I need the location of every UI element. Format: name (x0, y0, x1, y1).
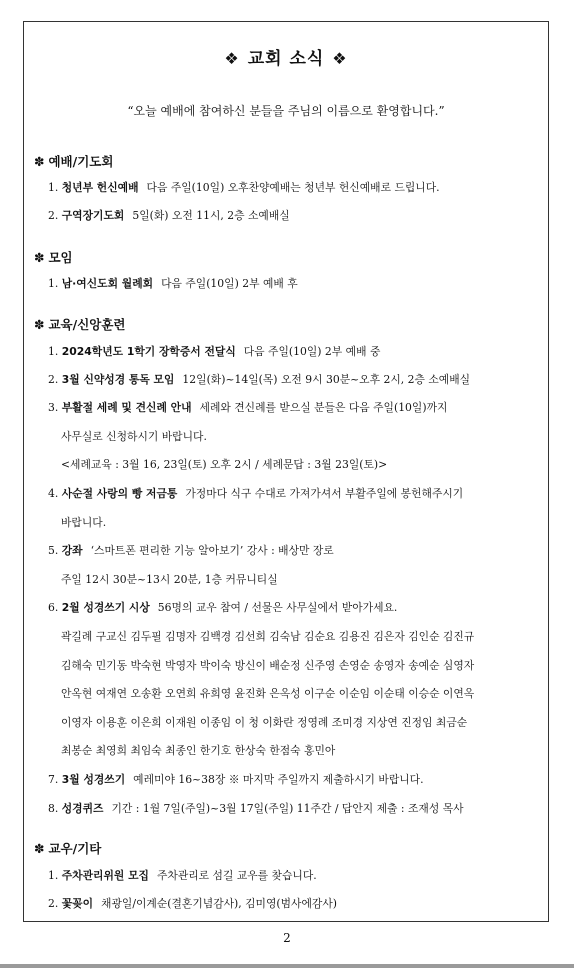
list-item: 2. 구역장기도회 5일(화) 오전 11시, 2층 소예배실 (48, 209, 290, 222)
asterisk-icon: ✽ (34, 841, 45, 856)
list-item-continuation: 주일 12시 30분~13시 20분, 1층 커뮤니티실 (61, 573, 278, 586)
list-item-continuation: 사무실로 신청하시기 바랍니다. (61, 430, 207, 443)
section-heading-education: ✽ 교육/신앙훈련 (34, 317, 126, 332)
page-number: 2 (283, 931, 291, 945)
name-list-row: 곽길례 구교신 김두필 김명자 김백경 김선희 김숙남 김순요 김용진 김은자 김인순 김진규 (61, 630, 475, 643)
list-item-continuation: 바랍니다. (61, 516, 107, 529)
list-item: 3. 부활절 세례 및 견신례 안내 세례와 견신례를 받으실 분들은 다음 주일(10일)까지 (48, 401, 448, 414)
list-item: 4. 사순절 사랑의 빵 저금통 가정마다 식구 수대로 가져가셔서 부활주일에 봉헌해주시기 (48, 487, 464, 500)
name-list-row: 안옥현 여재연 오송환 오연희 유희영 윤진화 은옥성 이구순 이순임 이순태 이승순 이연옥 (61, 687, 475, 700)
list-item: 2. 꽃꽂이 채광일/이계순(결혼기념감사), 김미영(범사에감사) (48, 897, 337, 910)
name-list-row: 최봉순 최영희 최임숙 최종인 한기호 한상숙 한점숙 홍민아 (61, 744, 336, 757)
name-list-row: 김해숙 민기동 박숙현 박영자 박이숙 방신이 배순정 신주영 손영순 송영자 송예순 심영자 (61, 659, 475, 672)
list-item: 1. 청년부 헌신예배 다음 주일(10일) 오후찬양예배는 청년부 헌신예배로 드립니다. (48, 181, 440, 194)
page-title (24, 44, 548, 69)
list-item: 1. 남·여신도회 월례회 다음 주일(10일) 2부 예배 후 (48, 277, 298, 290)
list-item: 2. 3월 신약성경 통독 모임 12일(화)~14일(목) 오전 9시 30분~오후 2시, 2층 소예배실 (48, 373, 471, 386)
list-item: 5. 강좌 ‘스마트폰 편리한 기능 알아보기’ 강사 : 배상만 장로 (48, 544, 334, 557)
section-heading-meeting: ✽ 모임 (34, 250, 73, 265)
diamond-cluster-icon: ❖ (224, 49, 240, 68)
name-list-row: 이영자 이용훈 이은희 이재원 이종임 이 청 이화란 정영례 조미경 지상연 진정임 최금순 (61, 716, 468, 729)
bulletin-frame (23, 21, 549, 922)
list-item: 8. 성경퀴즈 기간 : 1월 7일(주일)~3월 17일(주일) 11주간 / 답안지 제출 : 조재성 목사 (48, 802, 464, 815)
page-bottom-edge (0, 964, 574, 968)
welcome-quote: “오늘 예배에 참여하신 분들을 주님의 이름으로 환영합니다.” (127, 104, 445, 118)
diamond-cluster-icon: ❖ (332, 49, 348, 68)
asterisk-icon: ✽ (34, 317, 45, 332)
page-title-text: 교회 소식 (247, 49, 325, 69)
list-item: 1. 주차관리위원 모집 주차관리로 섬길 교우를 찾습니다. (48, 869, 317, 882)
asterisk-icon: ✽ (34, 250, 45, 265)
list-item-continuation: <세례교육 : 3월 16, 23일(토) 오후 2시 / 세례문답 : 3월 23일(토)> (61, 458, 388, 471)
section-heading-worship: ✽ 예배/기도회 (34, 154, 114, 169)
asterisk-icon: ✽ (34, 154, 45, 169)
list-item: 7. 3월 성경쓰기 예레미야 16~38장 ※ 마지막 주일까지 제출하시기 바랍니다. (48, 773, 424, 786)
list-item: 6. 2월 성경쓰기 시상 56명의 교우 참여 / 선물은 사무실에서 받아가세요. (48, 601, 398, 614)
section-heading-members: ✽ 교우/기타 (34, 841, 102, 856)
list-item: 1. 2024학년도 1학기 장학증서 전달식 다음 주일(10일) 2부 예배 중 (48, 345, 381, 358)
